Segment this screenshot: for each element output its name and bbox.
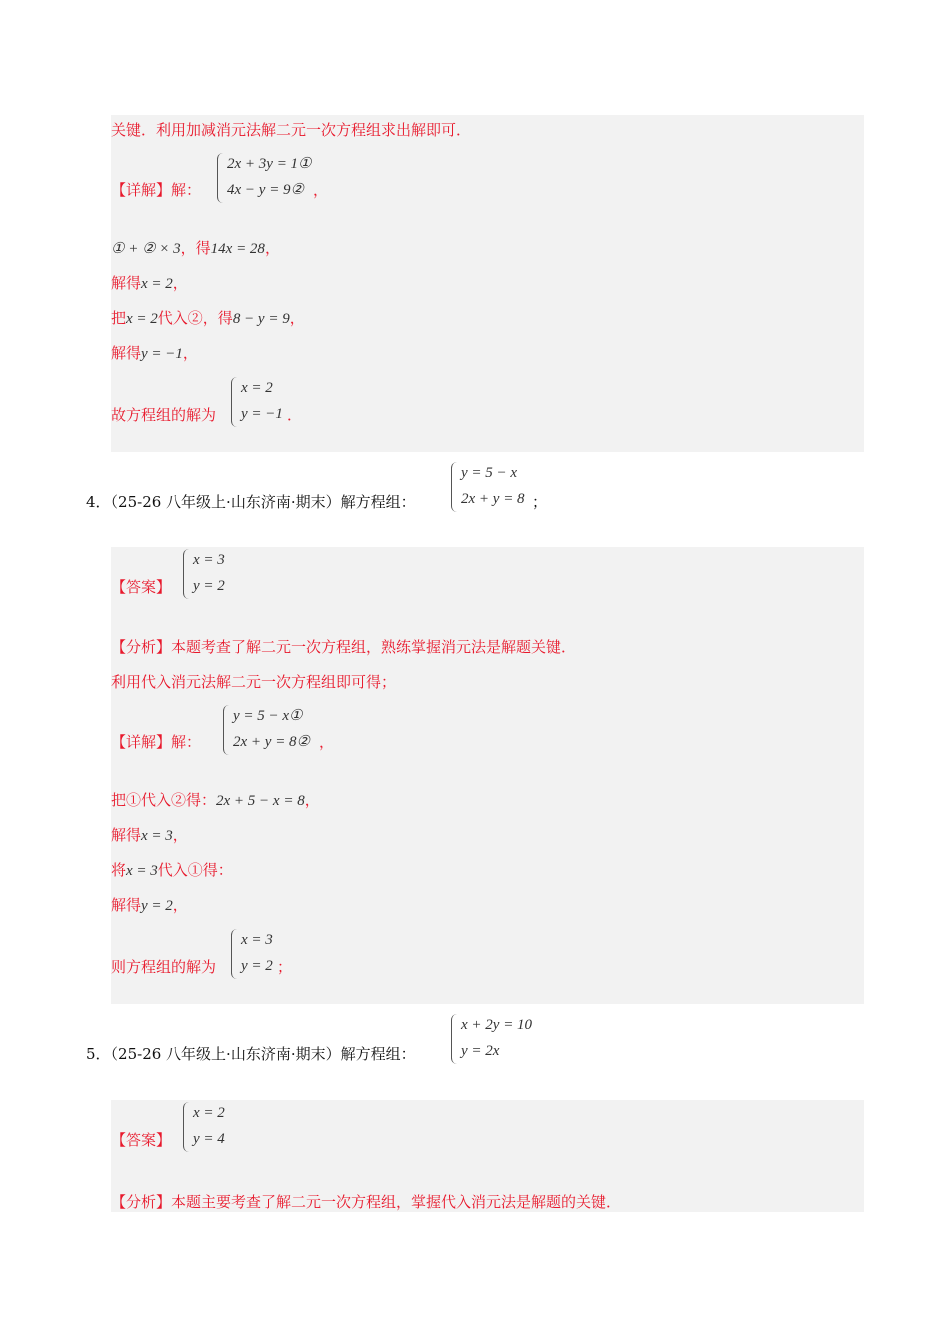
equation-system: y = 5 − x① 2x + y = 8② — [223, 703, 310, 755]
final-system: x = 2 y = −1 — [231, 375, 283, 427]
question-4: 4．（25-26 八年级上·山东济南·期末）解方程组： — [86, 493, 416, 511]
answer-system: x = 2 y = 4 — [183, 1100, 225, 1152]
step-4: 解得y = 2， — [111, 896, 188, 914]
final-label: 故方程组的解为 — [111, 406, 217, 424]
step-3: 把x = 2代入②，得8 − y = 9， — [111, 309, 305, 327]
step-2: 解得x = 2， — [111, 274, 188, 292]
final-system: x = 3 y = 2 — [231, 927, 273, 979]
intro-text: 关键．利用加减消元法解二元一次方程组求出解即可． — [111, 121, 472, 139]
brace-icon — [223, 705, 232, 755]
analysis-text: 【分析】本题主要考查了解二元一次方程组，掌握代入消元法是解题的关键． — [111, 1193, 622, 1211]
solution-block-4: 【答案】 x = 3 y = 2 【分析】本题考查了解二元一次方程组，熟练掌握消元法是解题关键． 利用代入消元法解二元一次方程组即可得； 【详解】解： y = 5 − x① 2x + y = 8② ， 把①代入②得：2x + 5 − x = 8， 解得x = 3， 将x = 3代入①得： 解得y = 2， 则方程组的解为 x = 3 y = 2 ； — [111, 547, 864, 1004]
step-3: 将x = 3代入①得： — [111, 861, 233, 879]
final-label: 则方程组的解为 — [111, 958, 217, 976]
detail-label: 【详解】解： — [111, 181, 202, 199]
question-5: 5．（25-26 八年级上·山东济南·期末）解方程组： — [86, 1045, 416, 1063]
method-text: 利用代入消元法解二元一次方程组即可得； — [111, 673, 397, 691]
brace-icon — [451, 462, 460, 512]
solution-block-3: 关键．利用加减消元法解二元一次方程组求出解即可． 【详解】解： 2x + 3y = 1① 4x − y = 9② ， ① + ② × 3，得14x = 28， 解得x = 2， 把x = 2代入②，得8 − y = 9， 解得y = −1， 故方程组的解为 x = 2 y = −1 ． — [111, 115, 864, 452]
step-1: ① + ② × 3，得14x = 28， — [111, 239, 280, 257]
answer-label: 【答案】 — [111, 1131, 172, 1149]
analysis-text: 【分析】本题考查了解二元一次方程组，熟练掌握消元法是解题关键． — [111, 638, 577, 656]
brace-icon — [183, 1102, 192, 1152]
answer-label: 【答案】 — [111, 578, 172, 596]
step-1: 把①代入②得：2x + 5 − x = 8， — [111, 791, 320, 809]
answer-system: x = 3 y = 2 — [183, 547, 225, 599]
brace-icon — [217, 153, 226, 203]
solution-block-5 — [111, 1100, 864, 1212]
step-2: 解得x = 3， — [111, 826, 188, 844]
detail-label: 【详解】解： — [111, 733, 202, 751]
brace-icon — [231, 377, 240, 427]
brace-icon — [231, 929, 240, 979]
step-4: 解得y = −1， — [111, 344, 198, 362]
brace-icon — [183, 549, 192, 599]
question-4-system: y = 5 − x 2x + y = 8 — [451, 460, 525, 512]
equation-system: 2x + 3y = 1① 4x − y = 9② — [217, 151, 312, 203]
question-5-system: x + 2y = 10 y = 2x — [451, 1012, 532, 1064]
brace-icon — [451, 1014, 460, 1064]
